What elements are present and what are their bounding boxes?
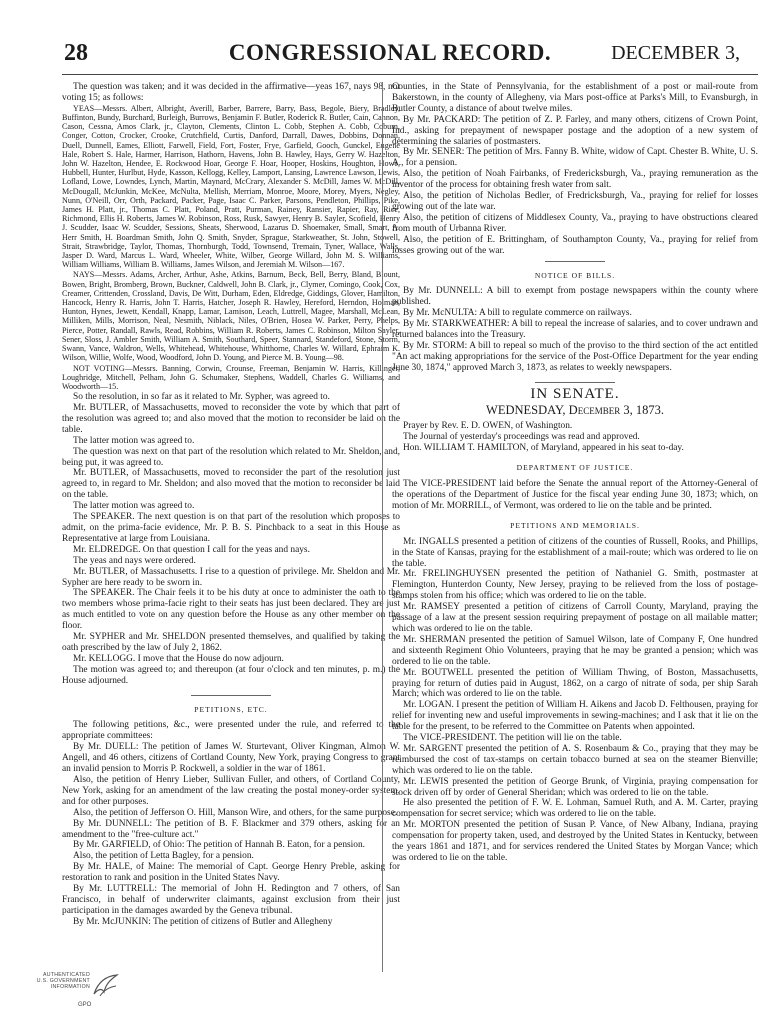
- paragraph: By Mr. PACKARD: The petition of Z. P. Farley, and many others, citizens of Crown Point, Ind., asking for prepayment of newspaper postage and the adoption of a new system of determining the salaries of postmasters.: [392, 114, 758, 147]
- paragraph: The following petitions, &c., were presented under the rule, and referred to the appropriate committees:: [62, 720, 400, 742]
- paragraph: Also, the petition of Noah Fairbanks, of Fredericksburgh, Va., praying remuneration as the inventor of the process for obtaining fresh water from salt.: [392, 169, 758, 191]
- paragraph: By Mr. DUELL: The petition of James W. Sturtevant, Oliver Kingman, Almon W. Angell, and 46 others, citizens of Cortland County, New York, praying Congress to grant an invalid pension to Morris P. Rockwell, a soldier in the war of 1861.: [62, 742, 400, 775]
- section-separator: [535, 382, 615, 383]
- paragraph: The SPEAKER. The next question is on that part of the resolution which proposes to admit, on the prima-facie evidence, Mr. P. B. S. Pinchback to a seat in this House as Representative at large from Louisiana.: [62, 512, 400, 544]
- paragraph: The Journal of yesterday's proceedings was read and approved.: [403, 432, 640, 443]
- section-heading: DEPARTMENT OF JUSTICE.: [516, 463, 634, 473]
- paragraph: Mr. BOUTWELL presented the petition of William Thwing, of Boston, Massachusetts, praying for return of duties paid in August, 1862, on a cargo of nitrate of soda, per ship Sarah March; which was ordered to lie on the table.: [392, 667, 758, 700]
- paragraph: Prayer by Rev. E. D. OWEN, of Washington.: [403, 421, 573, 432]
- paragraph: The question was next on that part of the resolution which related to Mr. Sheldon, and, being put, it was agreed to.: [62, 446, 400, 468]
- paragraph: Mr. BUTLER, of Massachusetts, moved to reconsider the part of the resolution just agreed to, in regard to Mr. Sheldon; and also moved that the motion to reconsider be laid on the table.: [62, 468, 400, 501]
- paragraph: Mr. LOGAN. I present the petition of William H. Aikens and Jacob D. Felthousen, praying for relief for inventing new and useful improvements in sewing-machines; and I ask that it lie on the table for the present, to be referred to the Committee on Patents when appointed.: [392, 700, 758, 733]
- section-heading: NOTICE OF BILLS.: [534, 270, 616, 280]
- section-heading: PETITIONS AND MEMORIALS.: [510, 520, 640, 530]
- paragraph: Hon. WILLIAM T. HAMILTON, of Maryland, appeared in his seat to-day.: [403, 443, 684, 454]
- paragraph: The latter motion was agreed to.: [73, 501, 195, 512]
- section-separator: [191, 695, 271, 696]
- header-date: DECEMBER 3,: [611, 42, 740, 64]
- left-column: [62, 82, 400, 928]
- publication-title: CONGRESSIONAL RECORD.: [228, 40, 552, 65]
- paragraph: Also, the petition of Henry Lieber, Sullivan Fuller, and others, of Cortland County, New York, asking for an amendment of the law creating the postal money-order system, and for other purposes.: [62, 775, 400, 807]
- section-separator: [545, 261, 605, 262]
- chamber-heading: IN SENATE.: [530, 385, 620, 402]
- paragraph: The SPEAKER. The Chair feels it to be his duty at once to administer the oath to the two members whose prima-facie right to their seats has just been declared. They are just as much entitled to vote on any question before the House as any other member on the floor.: [62, 588, 400, 632]
- paragraph: Mr. SHERMAN presented the petition of Samuel Wilson, late of Company F, One hundred and sixteenth Regiment Ohio Volunteers, praying that he may be granted a pension; which was ordered to lie on the table.: [392, 634, 758, 667]
- paragraph: By Mr. DUNNELL: A bill to exempt from postage newspapers within the county where published.: [392, 286, 758, 308]
- paragraph: Mr. SARGENT presented the petition of A. S. Rosenbaum & Co., praying that they may be reimbursed the cost of tax-stamps on certain tobacco burned at sea on the steamer Bienville; which was ordered to lie on the table.: [392, 743, 758, 776]
- paragraph: The VICE-PRESIDENT laid before the Senate the annual report of the Attorney-General of the operations of the Department of Justice for the fiscal year ending June 30, 1873; which, on motion of Mr. MORRILL, of Vermont, was ordered to lie on the table and be printed.: [392, 479, 758, 511]
- paragraph: Mr. INGALLS presented a petition of citizens of the counties of Russell, Rooks, and Phillips, in the State of Kansas, praying for the establishment of a mail-route; which was ordered to lie on the table.: [392, 536, 758, 569]
- paragraph: Mr. ELDREDGE. On that question I call for the yeas and nays.: [73, 544, 310, 555]
- paragraph: Mr. SYPHER and Mr. SHELDON presented themselves, and qualified by taking the oath prescribed by the law of July 2, 1862.: [62, 632, 400, 653]
- paragraph: He also presented the petition of F. W. E. Lohman, Samuel Ruth, and A. M. Carter, praying compensation for secret service; which was ordered to lie on the table.: [392, 798, 758, 820]
- paragraph: By Mr. LUTTRELL: The memorial of John H. Redington and 7 others, of San Francisco, in behalf of underwriter claimants, against exclusion from their just participation in the damages awarded by the Geneva tribunal.: [62, 884, 400, 916]
- paragraph: Mr. BUTLER, of Massachusetts. I rise to a question of privilege. Mr. Sheldon and Mr. Sypher are here ready to be sworn in.: [62, 566, 400, 588]
- right-column: [392, 82, 758, 864]
- paragraph: By Mr. DUNNELL: The petition of B. F. Blackmer and 379 others, asking for an amendment to the "free-culture act.": [62, 818, 400, 840]
- paragraph: The motion was agreed to; and thereupon (at four o'clock and ten minutes, p. m.) the House adjourned.: [62, 664, 400, 686]
- paragraph: By Mr. HALE, of Maine: The memorial of Capt. George Henry Preble, asking for restoration to rank and position in the United States Navy.: [62, 862, 400, 884]
- paragraph: The question was taken; and it was decided in the affirmative—yeas 167, nays 98, not voting 15; as follows:: [62, 82, 400, 103]
- roll-call-vote: NAYS—Messrs. Adams, Archer, Arthur, Ashe, Atkins, Barnum, Beck, Bell, Berry, Bland, Blount, Bowen, Bright, Bromberg, Brown, Buckner, Caldwell, John B. Clark, jr., Clymer, Comingo, Cook, Cox, Creamer, Crittenden, Crossland, Davis, De Witt, Durham, Eden, Eldredge, Giddings, Glover, Hamilton, Hancock, Henry R. Harris, John T. Harris, Hatcher, Joseph R. Hawley, Hereford, Herndon, Holman, Hunton, Hynes, Jewett, Kendall, Knapp, Lamar, Lamison, Leach, Luttrell, Magee, Marshall, McLean, Milliken, Mills, Morrison, Neal, Nesmith, Niblack, Niles, O'Brien, Hosea W. Parker, Perry, Phelps, Pierce, Potter, Randall, Rawls, Read, Robbins, William R. Roberts, James C. Robinson, Milton Sayler, Sener, Sloss, J. Ambler Smith, William A. Smith, Southard, Speer, Stannard, Standeford, Stone, Storm, Swann, Vance, Waldron, Wells, Whitehead, Whitehouse, Whitthorne, Charles W. Willard, Ephraim K. Wilson, Willie, Wolfe, Wood, Woodford, John D. Young, and Pierce M. B. Young—98.: [62, 270, 400, 363]
- paragraph: By Mr. STORM: A bill to repeal so much of the proviso to the third section of the act entitled "An act making appropriations for the service of the Post-Office Department for the year ending June 30, 1874," approved March 3, 1873, as relates to weekly newspapers.: [392, 340, 758, 373]
- gpo-badge-text: AUTHENTICATED U.S. GOVERNMENT INFORMATION: [36, 972, 90, 991]
- page-number: 28: [64, 40, 88, 66]
- paragraph: Mr. MORTON presented the petition of Susan P. Vance, of New Albany, Indiana, praying compensation for property taken, used, and destroyed by the United States in Kentucky, between the years 1861 and 1871, and for services rendered the United States by Morgan Vance; which was ordered to lie on the table.: [392, 820, 758, 863]
- roll-call-vote: YEAS—Messrs. Albert, Albright, Averill, Barber, Barrere, Barry, Bass, Begole, Biery, Bradley, Buffinton, Bundy, Burchard, Burleigh, Burrows, Benjamin F. Butler, Roderick R. Butler, Cain, Cannon, Cason, Cessna, Amos Clark, jr., Clayton, Clements, Clinton L. Cobb, Stephen A. Cobb, Coburn, Conger, Cotton, Crocker, Crooke, Crutchfield, Curtis, Danford, Darrall, Dawes, Dobbins, Donnan, Duell, Dunnell, Eames, Elliott, Farwell, Field, Fort, Foster, Frye, Garfield, Gooch, Gunckel, Eugene Hale, Robert S. Hale, Harmer, Harrison, Hathorn, Havens, John B. Hawley, Hays, Gerry W. Hazelton, John W. Hazelton, Hendee, E. Rockwood Hoar, George F. Hoar, Hooper, Hoskins, Houghton, Howe, Hubbell, Hunter, Hurlbut, Hyde, Kasson, Kellogg, Kelley, Lamport, Lansing, Lawrence Lawson, Lewis, Lofland, Lowe, Lowndes, Lynch, Martin, Maynard, McCrary, Alexander S. McDill, James W. McDill, McDougall, McJunkin, McKee, McNulta, Mellish, Merriam, Monroe, Moore, Morey, Myers, Negley, Nunn, O'Neill, Orr, Orth, Packard, Packer, Page, Isaac C. Parker, Parsons, Pendleton, Phillips, Pike, James H. Platt, jr., Thomas C. Platt, Poland, Pratt, Purman, Rainey, Ransier, Rapier, Ray, Rice, Richmond, Ellis H. Roberts, James W. Robinson, Ross, Rusk, Sawyer, Henry B. Sayler, Scofield, Henry J. Scudder, Isaac W. Scudder, Sessions, Sheats, Sherwood, Lazarus D. Shoemaker, Small, Smart, A. Herr Smith, H. Boardman Smith, John Q. Smith, Snyder, Sprague, Starkweather, St. John, Stowell, Strait, Strawbridge, Taylor, Thomas, Thornburgh, Todd, Townsend, Tremain, Tyner, Wallace, Walls, Jasper D. Ward, Marcus L. Ward, Wheeler, White, Wilber, George Willard, John M. S. Williams, William Williams, William B. Williams, James Wilson, and Jeremiah M. Wilson—167.: [62, 103, 400, 270]
- section-heading: PETITIONS, ETC.: [194, 704, 268, 714]
- column-divider: [382, 82, 383, 972]
- paragraph: Also, the petition of E. Brittingham, of Southampton County, Va., praying for relief from losses growing out of the war.: [392, 234, 758, 256]
- paragraph: By Mr. McJUNKIN: The petition of citizens of Butler and Allegheny: [73, 916, 333, 927]
- paragraph: By Mr. GARFIELD, of Ohio: The petition of Hannah B. Eaton, for a pension.: [73, 840, 365, 851]
- paragraph: So the resolution, in so far as it related to Mr. Sypher, was agreed to.: [73, 392, 330, 403]
- paragraph: Also, the petition of Letta Bagley, for a pension.: [73, 851, 254, 862]
- paragraph: By Mr. SENER: The petition of Mrs. Fanny B. White, widow of Capt. Chester B. White, U. S. A., for a pension.: [392, 147, 758, 169]
- paragraph: The yeas and nays were ordered.: [73, 555, 196, 566]
- gpo-authentication-badge: [30, 972, 120, 1016]
- paragraph: Mr. LEWIS presented the petition of George Brunk, of Virginia, praying compensation for stock driven off by order of General Sheridan; which was ordered to lie on the table.: [392, 776, 758, 798]
- eagle-seal-icon: [90, 972, 120, 1002]
- header-rule: [62, 74, 758, 75]
- paragraph: Mr. FRELINGHUYSEN presented the petition of Nathaniel G. Smith, postmaster at Flemington, Hunterdon County, New Jersey, praying to be relieved from the loss of postage-stamps stolen from his office; which was ordered to lie on the table.: [392, 569, 758, 602]
- gpo-label: GPO: [78, 1002, 92, 1008]
- paragraph: Mr. KELLOGG. I move that the House do now adjourn.: [73, 653, 284, 664]
- paragraph: Also, the petition of citizens of Middlesex County, Va., praying to have obstructions cleared from mouth of Urbanna River.: [392, 212, 758, 234]
- paragraph: Counties, in the State of Pennsylvania, for the establishment of a post or mail-route from Bakerstown, in the county of Allegheny, via Mars post-office at Parks's Mill, to Evansburgh, in Butler County, a distance of about twelve miles.: [392, 82, 758, 114]
- paragraph: The latter motion was agreed to.: [73, 435, 195, 446]
- paragraph: Also, the petition of Nicholas Bedler, of Fredricksburgh, Va., praying for relief for losses growing out of the late war.: [392, 191, 758, 212]
- session-date: WEDNESDAY, December 3, 1873.: [486, 402, 664, 417]
- paragraph: Also, the petition of Jefferson O. Hill, Manson Wire, and others, for the same purpose.: [73, 807, 398, 818]
- page-header: [40, 40, 740, 70]
- paragraph: The VICE-PRESIDENT. The petition will lie on the table.: [403, 733, 622, 744]
- paragraph: Mr. BUTLER, of Massachusetts, moved to reconsider the vote by which that part of the resolution was agreed to; and also moved that the motion to reconsider be laid on the table.: [62, 403, 400, 435]
- paragraph: Mr. RAMSEY presented a petition of citizens of Carroll County, Maryland, praying the passage of a law at the present session requiring prepayment of postage on all mailable matter; which was ordered to lie on the table.: [392, 602, 758, 634]
- roll-call-vote: NOT VOTING—Messrs. Banning, Corwin, Crounse, Freeman, Benjamin W. Harris, Killinger, Loughridge, Mitchell, Pelham, John G. Schumaker, Stephens, Waddell, Charles G. Williams, and Woodworth—15.: [62, 363, 400, 391]
- paragraph: By Mr. McNULTA: A bill to regulate commerce on railways.: [403, 308, 632, 319]
- paragraph: By Mr. STARKWEATHER: A bill to repeal the increase of salaries, and to cover undrawn and returned balances into the Treasury.: [392, 319, 758, 341]
